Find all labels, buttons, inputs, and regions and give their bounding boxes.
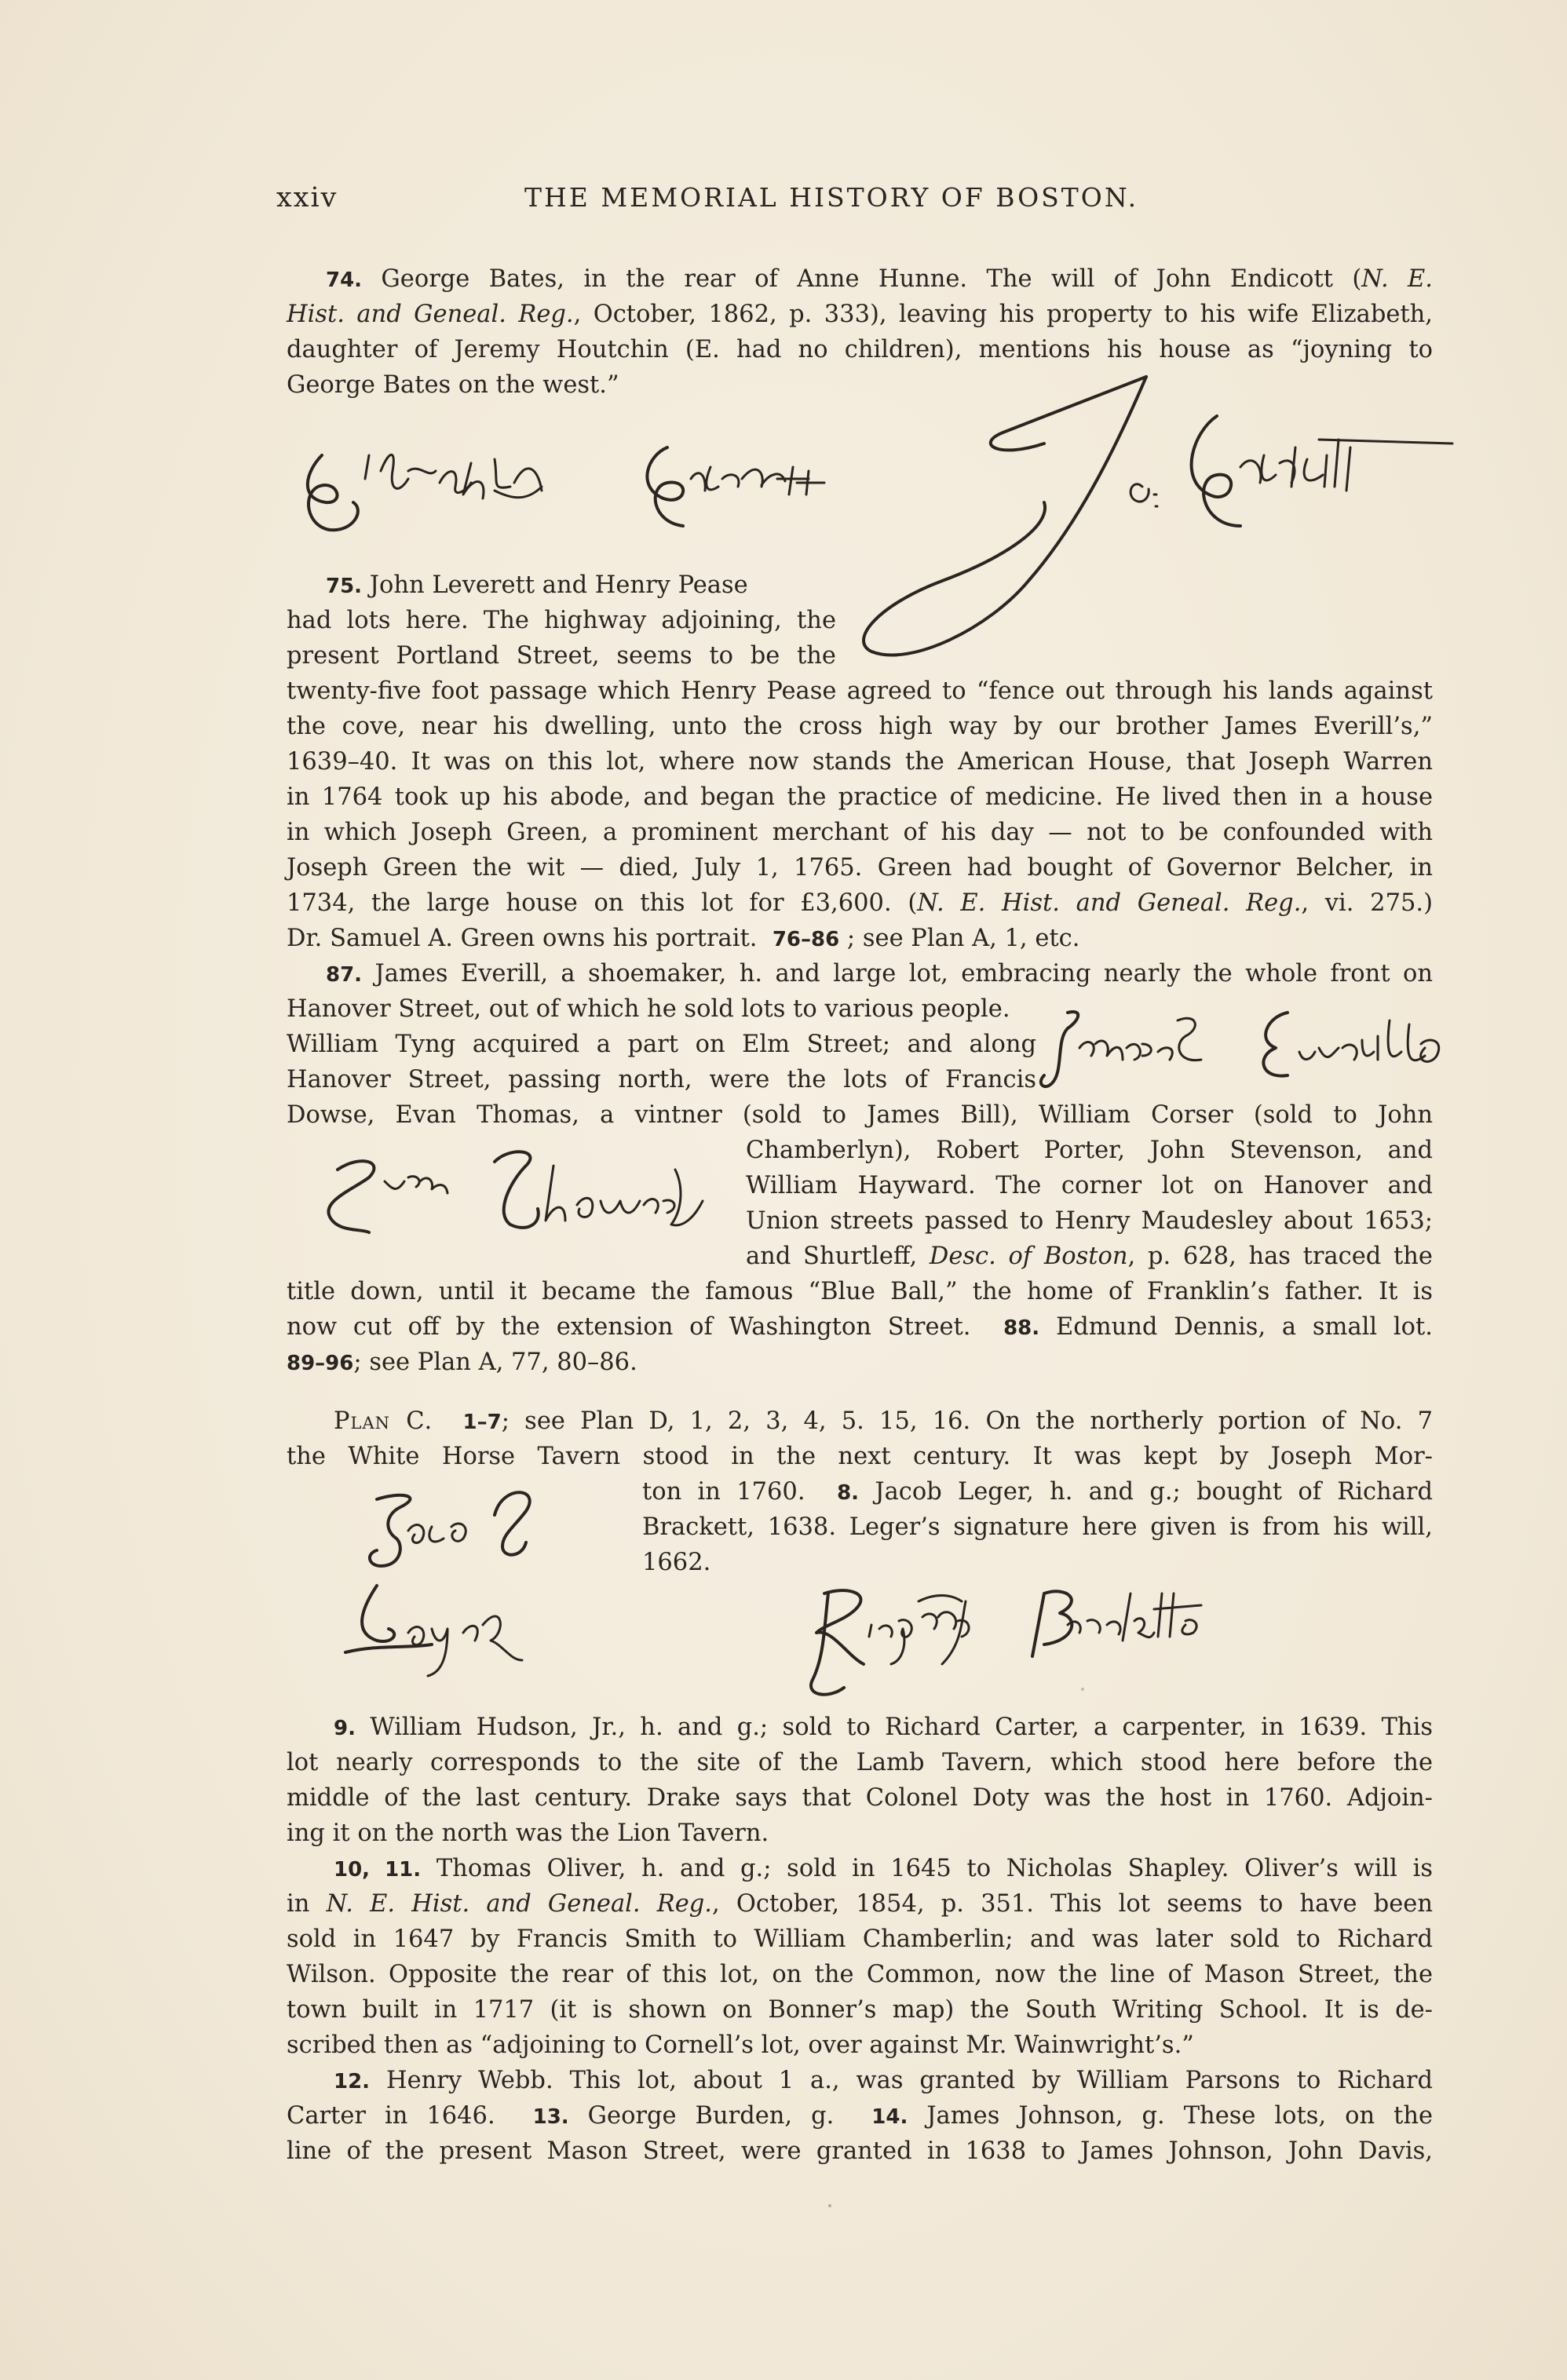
signature-jacob-leger: [330, 1484, 628, 1703]
entry-number: 87.: [326, 963, 363, 987]
p87-line-7: William Hayward. The corner lot on Hanover and: [746, 1172, 1433, 1199]
p87-line-3: William Tyng acquired a part on Elm Street; and along: [287, 1031, 1036, 1058]
paper-speck: [1081, 1688, 1084, 1691]
p10-line-6: scribed then as “adjoining to Cornell’s lot, over against Mr. Wainwright’s.”: [287, 2031, 1194, 2059]
p12-line-3: line of the present Mason Street, were granted in 1638 to James Johnson, John Davis,: [287, 2137, 1433, 2165]
planC-line-4: Brackett, 1638. Leger’s signature here given is from his will,: [642, 1513, 1433, 1541]
entry-number: 75.: [326, 575, 363, 598]
p75-line-8: in which Joseph Green, a prominent merchant of his day — not to be confounded with: [287, 819, 1433, 846]
p75-line-5: the cove, near his dwelling, unto the cross high way by our brother James Everill’s,”: [287, 713, 1433, 740]
p74-line-2: Hist. and Geneal. Reg., October, 1862, p. 333), leaving his property to his wife Elizabeth,: [287, 301, 1433, 328]
p75-line-9: Joseph Green the wit — died, July 1, 1765. Green had bought of Governor Belcher, in: [287, 854, 1433, 882]
planC-line-1: Plan C. 1–7; see Plan D, 1, 2, 3, 4, 5. 15, 16. On the northerly portion of No. 7: [334, 1407, 1433, 1435]
entry-number: 12.: [334, 2070, 371, 2093]
p75-line-1: 75. John Leverett and Henry Pease: [326, 571, 748, 599]
p74-line-1: 74. George Bates, in the rear of Anne Hunne. The will of John Endicott (N. E.: [326, 265, 1433, 293]
p75-line-11: Dr. Samuel A. Green owns his portrait. 76–86 ; see Plan A, 1, etc.: [287, 925, 1080, 952]
p87-line-1: 87. James Everill, a shoemaker, h. and large lot, embracing nearly the whole front on: [326, 960, 1433, 987]
p87-line-9: and Shurtleff, Desc. of Boston, p. 628, has traced the: [746, 1243, 1433, 1270]
p87-line-10: title down, until it became the famous “Blue Ball,” the home of Franklin’s father. It is: [287, 1278, 1433, 1305]
p87-line-4: Hanover Street, passing north, were the lots of Francis: [287, 1066, 1036, 1093]
p10-line-5: town built in 1717 (it is shown on Bonner’s map) the South Writing School. It is de-: [287, 1996, 1433, 2024]
p9-line-3: middle of the last century. Drake says that Colonel Doty was the host in 1760. Adjoin-: [287, 1784, 1433, 1812]
p9-line-4: ing it on the north was the Lion Tavern.: [287, 1820, 769, 1847]
p75-line-3: present Portland Street, seems to be the: [287, 642, 836, 670]
p75-line-10: 1734, the large house on this lot for £3,600. (N. E. Hist. and Geneal. Reg., vi. 275.): [287, 889, 1433, 917]
entry-number: 74.: [326, 268, 363, 292]
p12-line-1: 12. Henry Webb. This lot, about 1 a., was granted by William Parsons to Richard: [334, 2067, 1433, 2094]
p87-line-8: Union streets passed to Henry Maudesley about 1653;: [746, 1207, 1433, 1235]
planC-line-2: the White Horse Tavern stood in the next century. It was kept by Joseph Mor-: [287, 1443, 1433, 1470]
p87-line-11: now cut off by the extension of Washington Street. 88. Edmund Dennis, a small lot.: [287, 1313, 1433, 1341]
p75-line-6: 1639–40. It was on this lot, where now stands the American House, that Joseph Warren: [287, 748, 1433, 776]
running-title: THE MEMORIAL HISTORY OF BOSTON.: [524, 182, 1139, 213]
planC-line-5: 1662.: [642, 1549, 711, 1576]
signature-james-everill: [1044, 1005, 1484, 1099]
p74-line-4: George Bates on the west.”: [287, 371, 619, 399]
p87-line-5: Dowse, Evan Thomas, a vintner (sold to James Bill), William Corser (sold to John: [287, 1101, 1433, 1129]
p75-line-7: in 1764 took up his abode, and began the practice of medicine. He lived then in a house: [287, 783, 1433, 811]
p12-line-2: Carter in 1646. 13. George Burden, g. 14. James Johnson, g. These lots, on the: [287, 2102, 1434, 2130]
p10-line-3: sold in 1647 by Francis Smith to William Chamberlin; and was later sold to Richard: [287, 1926, 1433, 1953]
p87-line-6: Chamberlyn), Robert Porter, John Stevenson, and: [746, 1137, 1433, 1164]
p10-line-2: in N. E. Hist. and Geneal. Reg., October, 1854, p. 351. This lot seems to have been: [287, 1890, 1433, 1918]
signature-evan-thomas: [298, 1146, 738, 1256]
p9-line-1: 9. William Hudson, Jr., h. and g.; sold to Richard Carter, a carpenter, in 1639. This: [334, 1714, 1433, 1741]
paper-speck: [828, 2204, 831, 2207]
entry-number: 10, 11.: [334, 1858, 422, 1882]
p9-line-2: lot nearly corresponds to the site of the Lamb Tavern, which stood here before the: [287, 1749, 1433, 1776]
signature-richard-brackett: [785, 1578, 1319, 1703]
page-number: xxiv: [276, 182, 338, 214]
entry-number: 9.: [334, 1717, 356, 1740]
p87-line-12: 89–96; see Plan A, 77, 80–86.: [287, 1349, 637, 1376]
p10-line-1: 10, 11. Thomas Oliver, h. and g.; sold in 1645 to Nicholas Shapley. Oliver’s will is: [334, 1855, 1433, 1882]
p75-line-4: twenty-five foot passage which Henry Pease agreed to “fence out through his lands against: [287, 677, 1433, 705]
p75-line-2: had lots here. The highway adjoining, the: [287, 607, 836, 634]
plan-label: Plan C.: [334, 1407, 433, 1435]
p74-line-3: daughter of Jeremy Houtchin (E. had no children), mentions his house as “joyning to: [287, 336, 1433, 363]
p87-line-2: Hanover Street, out of which he sold lots to various people.: [287, 995, 1010, 1023]
p10-line-4: Wilson. Opposite the rear of this lot, on the Common, now the line of Mason Street, the: [287, 1961, 1433, 1988]
planC-line-3: ton in 1760. 8. Jacob Leger, h. and g.; bought of Richard: [642, 1478, 1433, 1506]
signature-jo-endecott: [848, 369, 1460, 683]
signature-elizabeth-endecott: [290, 424, 903, 542]
